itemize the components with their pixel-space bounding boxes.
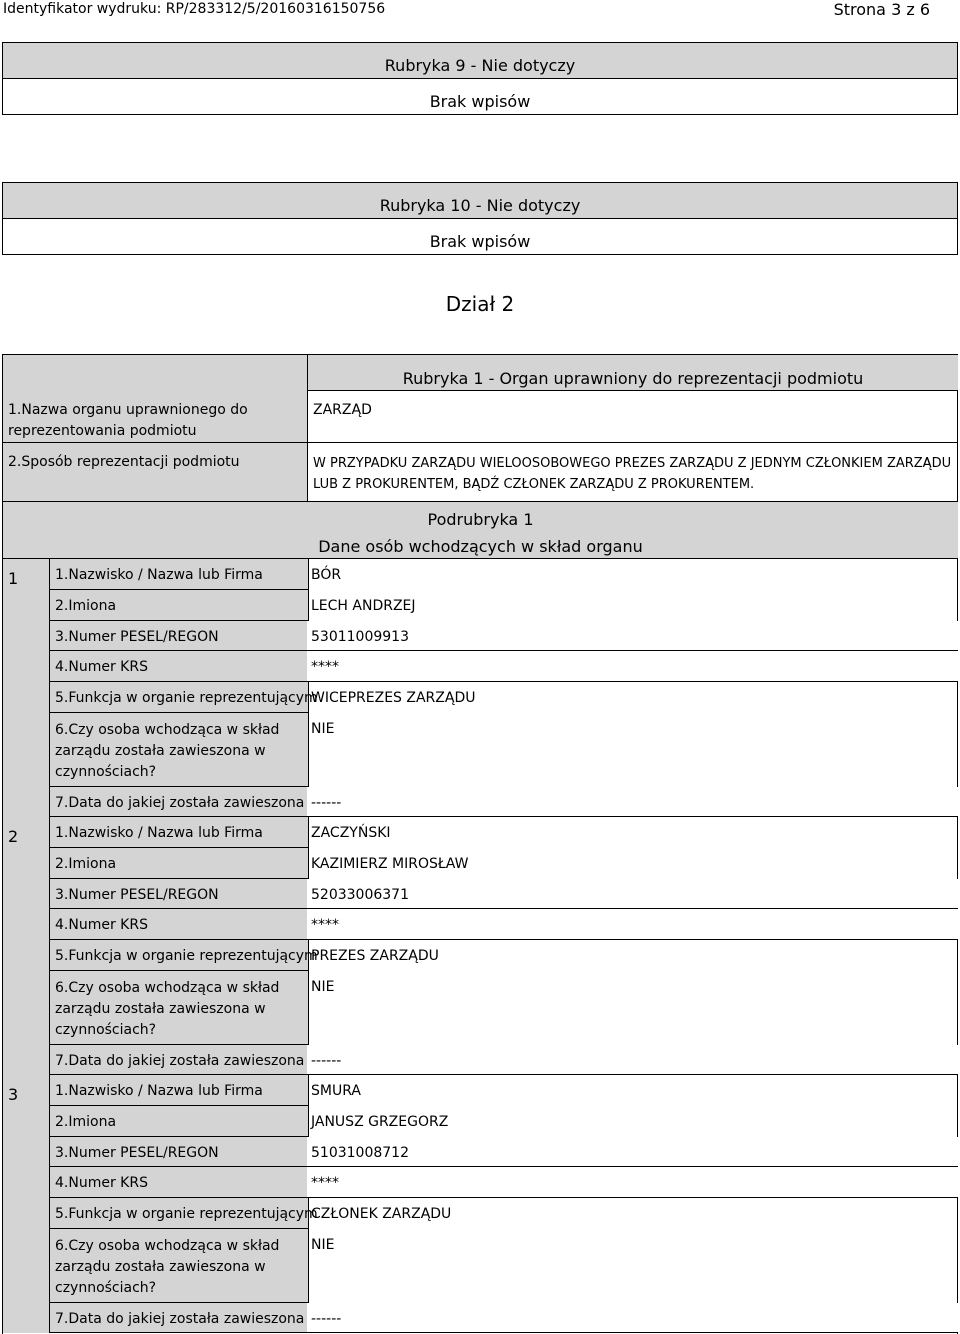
- person-suspended_date-value: ------: [311, 795, 342, 811]
- person-surname-label-cell: [50, 1075, 309, 1106]
- person-names-label-cell: [50, 848, 309, 879]
- person-suspended_date-label-cell: [50, 1045, 958, 1075]
- person-suspended_date-value: ------: [311, 1053, 342, 1069]
- person-function-label-cell: [50, 940, 318, 971]
- person-pesel-label: 3.Numer PESEL/REGON: [55, 1145, 219, 1161]
- person-krs-label-cell: [50, 651, 958, 682]
- print-identifier: Identyfikator wydruku: RP/283312/5/20160316150756: [3, 1, 386, 17]
- person-krs-label: 4.Numer KRS: [55, 1175, 148, 1191]
- person-pesel-label-cell: [50, 879, 958, 909]
- person-index: 1: [8, 569, 19, 588]
- podrubryka-subtitle: Dane osób wchodzących w skład organu: [318, 537, 643, 556]
- person-function-label: 5.Funkcja w organie reprezentującym: [55, 690, 318, 706]
- person-suspended_date-label-cell: [50, 787, 958, 817]
- person-pesel-value: 53011009913: [311, 629, 409, 645]
- field1-value: ZARZĄD: [313, 402, 372, 418]
- person-surname-label-cell: [50, 817, 309, 848]
- person-suspended_date-label: 7.Data do jakiej została zawieszona: [55, 1053, 305, 1069]
- person-block: [2, 817, 958, 1075]
- person-suspended-label-cell: [50, 971, 309, 1045]
- person-names-label: 2.Imiona: [55, 598, 117, 614]
- person-names-label-cell: [50, 590, 309, 621]
- field1-label: 1.Nazwa organu uprawnionego do reprezentowania podmiotu: [8, 402, 248, 439]
- person-function-label: 5.Funkcja w organie reprezentującym: [55, 948, 318, 964]
- person-function-label: 5.Funkcja w organie reprezentującym: [55, 1206, 318, 1222]
- person-suspended_date-label-cell: [50, 1303, 958, 1333]
- person-suspended-label: 6.Czy osoba wchodząca w skład zarządu została zawieszona w czynnościach?: [55, 722, 280, 780]
- rubryka-1-header: [308, 355, 958, 391]
- person-function-label-cell: [50, 682, 318, 713]
- person-pesel-label-cell: [50, 621, 958, 651]
- person-krs-label-cell: [50, 1167, 958, 1198]
- rubryka-10-title: Rubryka 10 - Nie dotyczy: [379, 196, 581, 215]
- person-function-label-cell: [50, 1198, 318, 1229]
- rubryka-10-no-entries: Brak wpisów: [429, 232, 531, 251]
- person-surname-label: 1.Nazwisko / Nazwa lub Firma: [55, 825, 263, 841]
- person-suspended-label-cell: [50, 1229, 309, 1303]
- person-surname-value: SMURA: [311, 1083, 361, 1099]
- podrubryka-title: Podrubryka 1: [427, 510, 534, 529]
- person-surname-label: 1.Nazwisko / Nazwa lub Firma: [55, 567, 263, 583]
- person-names-label: 2.Imiona: [55, 856, 117, 872]
- person-krs-value: ****: [311, 1175, 339, 1191]
- person-suspended-label-cell: [50, 713, 309, 787]
- person-suspended_date-value: ------: [311, 1311, 342, 1327]
- field2-value: W PRZYPADKU ZARZĄDU WIELOOSOBOWEGO PREZES ZARZĄDU Z JEDNYM CZŁONKIEM ZARZĄDU LUB Z PROKURENTEM, BĄDŹ CZŁONEK ZARZĄDU Z PROKURENTEM.: [313, 456, 952, 492]
- rubryka-1-title: Rubryka 1 - Organ uprawniony do reprezentacji podmiotu: [402, 369, 864, 388]
- rubryka-9-no-entries: Brak wpisów: [429, 92, 531, 111]
- person-surname-value: BÓR: [311, 567, 342, 583]
- person-krs-value: ****: [311, 917, 339, 933]
- person-names-label: 2.Imiona: [55, 1114, 117, 1130]
- person-pesel-label: 3.Numer PESEL/REGON: [55, 887, 219, 903]
- person-suspended-label: 6.Czy osoba wchodząca w skład zarządu została zawieszona w czynnościach?: [55, 980, 280, 1038]
- person-surname-label-cell: [50, 559, 309, 590]
- person-suspended-label: 6.Czy osoba wchodząca w skład zarządu została zawieszona w czynnościach?: [55, 1238, 280, 1296]
- person-index-cell: [3, 817, 50, 1075]
- section-title: Dział 2: [445, 292, 515, 316]
- person-pesel-label: 3.Numer PESEL/REGON: [55, 629, 219, 645]
- person-suspended_date-label: 7.Data do jakiej została zawieszona: [55, 1311, 305, 1327]
- person-krs-label: 4.Numer KRS: [55, 917, 148, 933]
- rubryka-9-header: [3, 43, 957, 79]
- person-names-label-cell: [50, 1106, 309, 1137]
- person-function-value: PREZES ZARZĄDU: [311, 948, 439, 964]
- rubryka-10-box: [2, 182, 958, 255]
- person-index-cell: [3, 559, 50, 817]
- person-function-value: CZŁONEK ZARZĄDU: [311, 1206, 452, 1222]
- person-function-value: WICEPREZES ZARZĄDU: [311, 690, 476, 706]
- person-krs-label: 4.Numer KRS: [55, 659, 148, 675]
- page-number: Strona 3 z 6: [833, 0, 930, 19]
- person-surname-label: 1.Nazwisko / Nazwa lub Firma: [55, 1083, 263, 1099]
- rubryka-10-header: [3, 183, 957, 219]
- rubryka-9-box: [2, 42, 958, 115]
- rubryka-9-title: Rubryka 9 - Nie dotyczy: [384, 56, 576, 75]
- field2-label-cell: [3, 443, 308, 501]
- person-names-value: LECH ANDRZEJ: [311, 598, 416, 614]
- person-names-value: KAZIMIERZ MIROSŁAW: [311, 856, 469, 872]
- person-block: [2, 1075, 958, 1333]
- person-block: [2, 559, 958, 817]
- person-krs-label-cell: [50, 909, 958, 940]
- person-suspended_date-label: 7.Data do jakiej została zawieszona: [55, 795, 305, 811]
- person-krs-value: ****: [311, 659, 339, 675]
- podrubryka-header: [3, 502, 958, 559]
- person-pesel-label-cell: [50, 1137, 958, 1167]
- person-pesel-value: 52033006371: [311, 887, 409, 903]
- person-names-value: JANUSZ GRZEGORZ: [311, 1114, 449, 1130]
- person-suspended-value: NIE: [311, 721, 335, 737]
- person-suspended-value: NIE: [311, 1237, 335, 1253]
- field2-label: 2.Sposób reprezentacji podmiotu: [8, 454, 240, 470]
- person-index: 2: [8, 827, 19, 846]
- person-index: 3: [8, 1085, 19, 1104]
- person-suspended-value: NIE: [311, 979, 335, 995]
- person-pesel-value: 51031008712: [311, 1145, 409, 1161]
- field1-label-cell: [3, 355, 308, 442]
- person-index-cell: [3, 1075, 50, 1333]
- person-surname-value: ZACZYŃSKI: [311, 825, 391, 841]
